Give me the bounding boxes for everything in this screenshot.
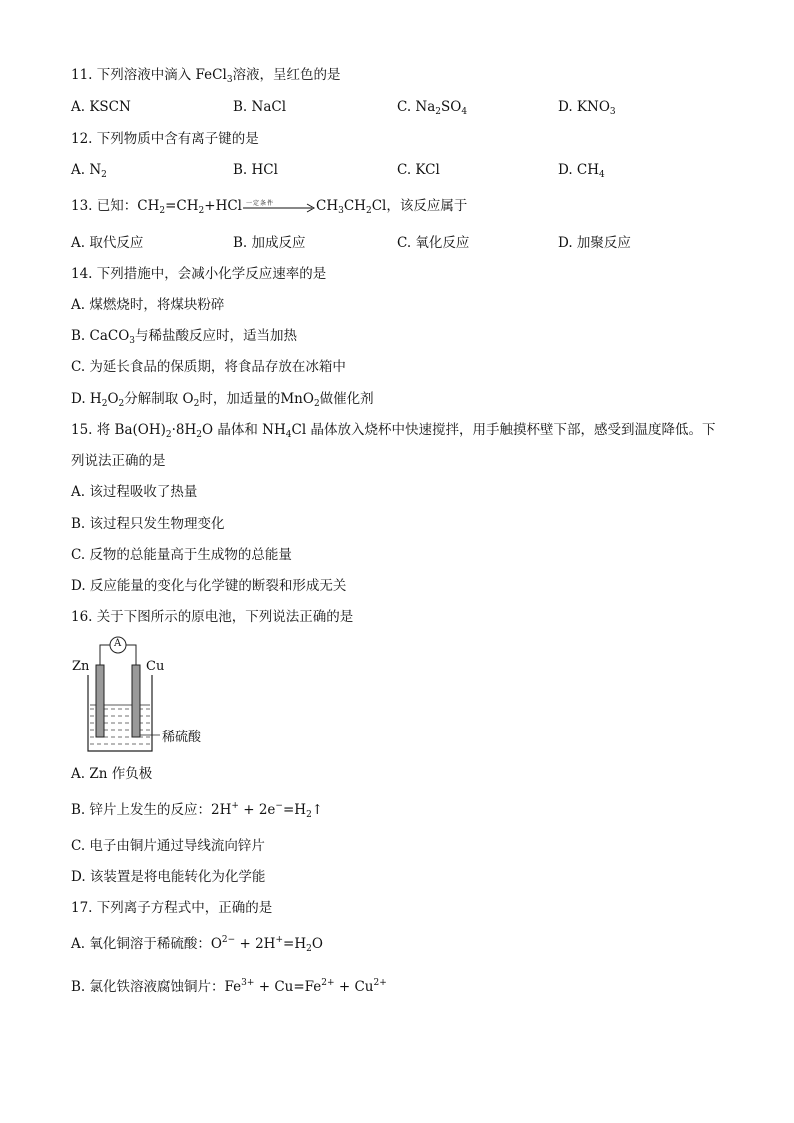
q14-option-d: D. $H_2O_2$分解制取 $O_2$时，加适量的MnO$_2$做催化剂 — [71, 391, 374, 409]
q13-equation: $CH_2=CH_2+HCl$ 一定条件 $CH_3CH_2Cl$ — [137, 198, 387, 216]
q15-option-b: B. 该过程只发生物理变化 — [71, 516, 225, 532]
q16-option-c: C. 电子由铜片通过导线流向锌片 — [71, 838, 265, 854]
q16-option-b: B. 锌片上发生的反应：$2H^+ + 2e^-=H_2↑$ — [71, 801, 324, 820]
q15-stem-line1: 15. 将 $Ba(OH)_2\cdot 8H_2O$ 晶体和 $NH_4Cl$ 晶体放入烧杯中快速搅拌，用手触摸杯壁下部，感受到温度降低。下 — [71, 422, 716, 440]
q15-stem-line2: 列说法正确的是 — [71, 453, 166, 469]
ammeter-label: A — [114, 638, 122, 649]
q11-option-a: A. KSCN — [71, 99, 131, 115]
q11-option-b: B. NaCl — [233, 99, 287, 115]
cu-label: Cu — [146, 659, 165, 674]
q15-option-c: C. 反物的总能量高于生成物的总能量 — [71, 547, 292, 563]
q11-stem: 11. 下列溶液中滴入 FeCl$_3$溶液，呈红色的是 — [71, 67, 341, 85]
q13-stem: 13. 已知：$CH_2=CH_2+HCl$ 一定条件 $CH_3CH_2Cl$，该反应属于 — [71, 198, 468, 216]
q12-stem: 12. 下列物质中含有离子键的是 — [71, 131, 259, 147]
q17-option-b: B. 氯化铁溶液腐蚀铜片：$Fe^{3+} + Cu=Fe^{2+} + Cu^{2+}$ — [71, 978, 387, 995]
q13-option-c: C. 氧化反应 — [397, 235, 470, 251]
q13-option-b: B. 加成反应 — [233, 235, 306, 251]
q11-option-c: C. $Na_2SO_4$ — [397, 99, 468, 117]
reaction-arrow-icon: 一定条件 — [242, 201, 316, 213]
q11-option-d: D. $KNO_3$ — [558, 99, 616, 117]
q12-option-a: A. $N_2$ — [71, 162, 107, 180]
q13-option-d: D. 加聚反应 — [558, 235, 631, 251]
q13-option-a: A. 取代反应 — [71, 235, 144, 251]
galvanic-cell-diagram — [70, 635, 230, 757]
q17-option-a: A. 氧化铜溶于稀硫酸：$O^{2-} + 2H^+=H_2O$ — [71, 935, 323, 954]
q14-option-a: A. 煤燃烧时，将煤块粉碎 — [71, 297, 225, 313]
q14-option-c: C. 为延长食品的保质期，将食品存放在冰箱中 — [71, 359, 346, 375]
q16-option-a: A. Zn 作负极 — [71, 766, 153, 782]
q17-stem: 17. 下列离子方程式中，正确的是 — [71, 900, 273, 916]
zinc-electrode — [96, 665, 104, 737]
q12-option-d: D. $CH_4$ — [558, 162, 605, 180]
q16-option-d: D. 该装置是将电能转化为化学能 — [71, 869, 266, 885]
q15-option-a: A. 该过程吸收了热量 — [71, 484, 198, 500]
q15-option-d: D. 反应能量的变化与化学键的断裂和形成无关 — [71, 578, 347, 594]
copper-electrode — [132, 665, 140, 737]
zn-label: Zn — [72, 659, 90, 674]
q16-stem: 16. 关于下图所示的原电池，下列说法正确的是 — [71, 609, 354, 625]
q12-option-c: C. KCl — [397, 162, 440, 178]
q14-stem: 14. 下列措施中，会减小化学反应速率的是 — [71, 266, 327, 282]
q14-option-b: B. CaCO$_3$与稀盐酸反应时，适当加热 — [71, 328, 298, 346]
solution-label: 稀硫酸 — [162, 730, 202, 745]
q12-option-b: B. HCl — [233, 162, 278, 178]
